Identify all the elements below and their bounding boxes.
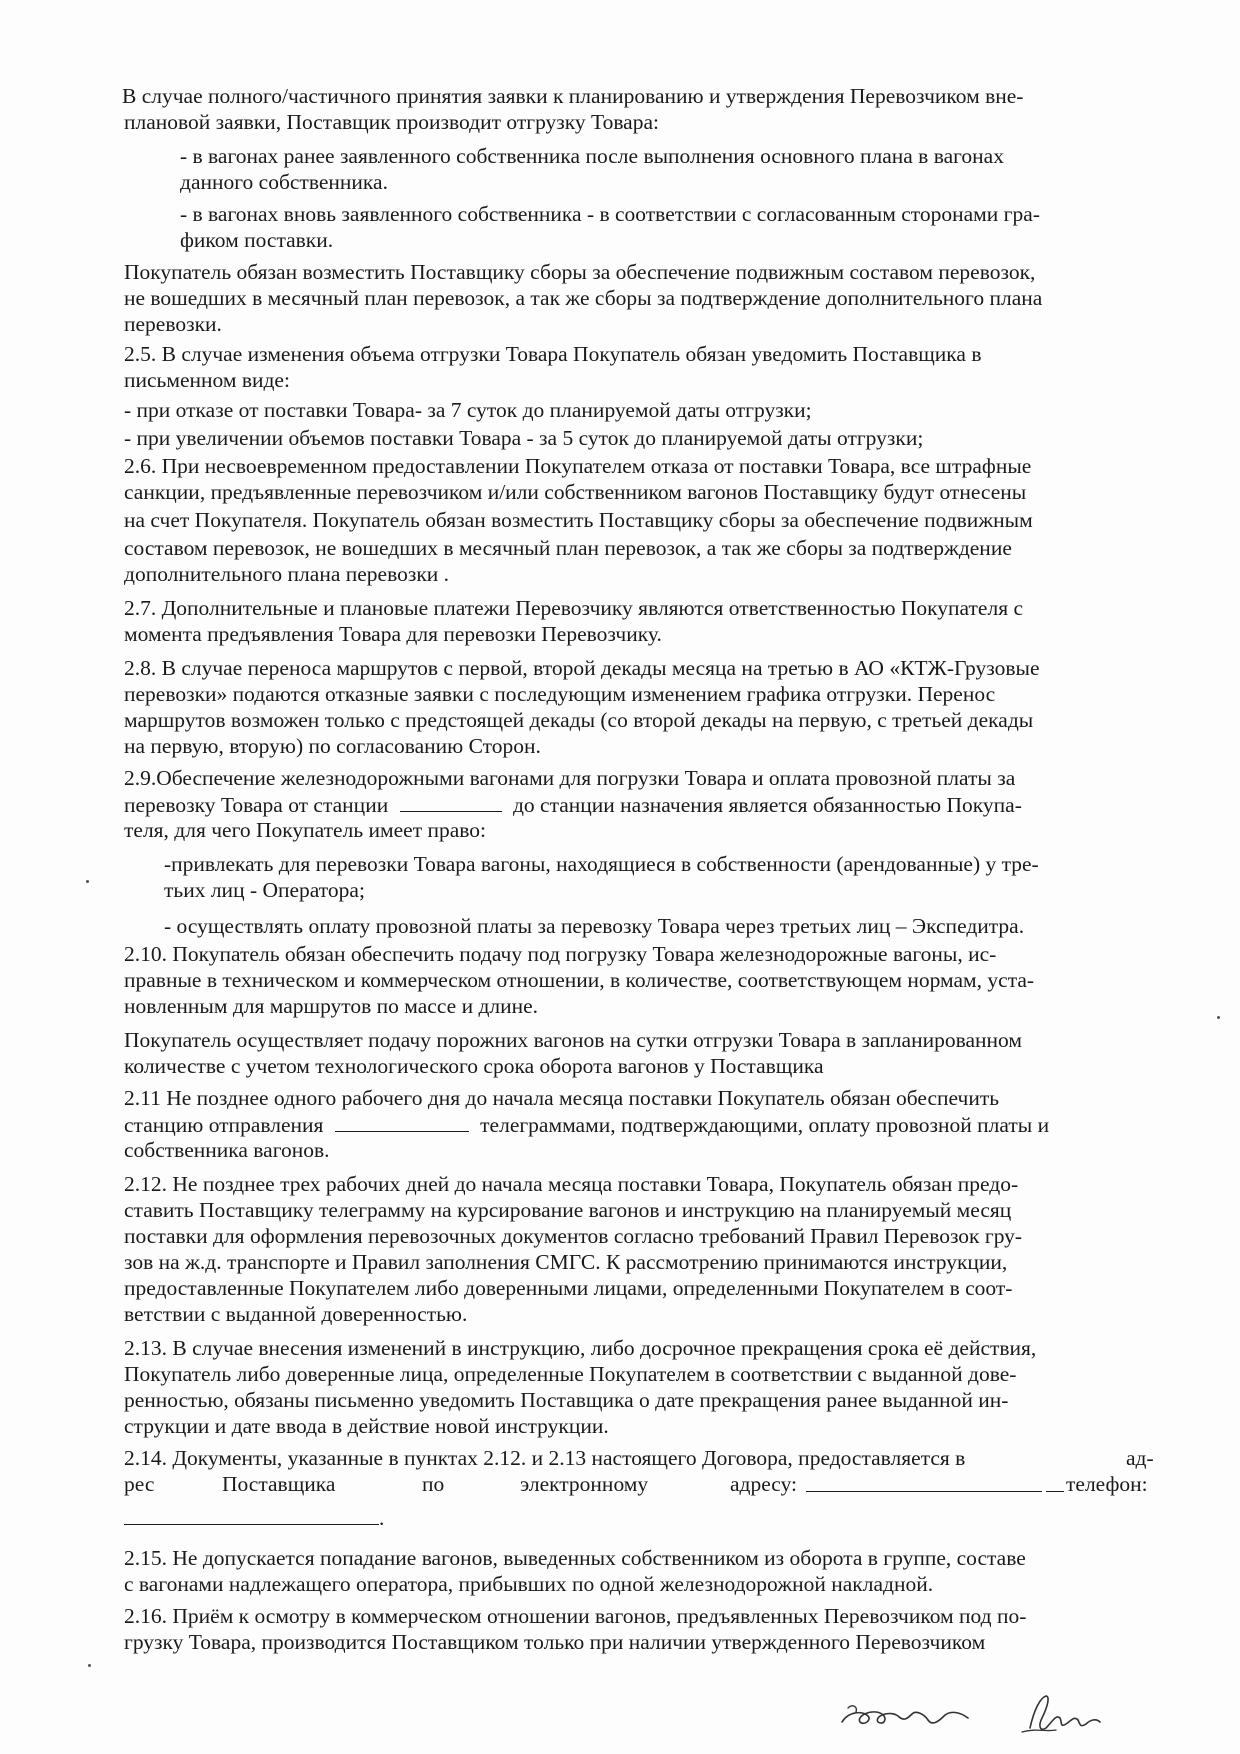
signature-initials-right [1016, 1688, 1116, 1740]
text-line: письменном виде: [124, 368, 290, 392]
blank-field-phone-prefix [1046, 1472, 1064, 1492]
blank-field-phone [124, 1524, 379, 1525]
text-line: 2.16. Приём к осмотру в коммерческом отношении вагонов, предъявленных Перевозчиком под по- [124, 1604, 1027, 1628]
text-line: Покупатель либо доверенные лица, определенные Покупателем в соответствии с выданной дове- [124, 1362, 1017, 1386]
text-line: 2.12. Не позднее трех рабочих дней до начала месяца поставки Товара, Покупатель обязан предо- [124, 1172, 1019, 1196]
text-line: - при отказе от поставки Товара- за 7 суток до планируемой даты отгрузки; [124, 398, 812, 422]
text-line: момента предъявления Товара для перевозки Перевозчику. [124, 622, 662, 646]
text-line: - осуществлять оплату провозной платы за перевозку Товара через третьих лиц – Экспедитра. [164, 914, 1025, 938]
text-line: грузку Товара, производится Поставщиком только при наличии утвержденного Перевозчиком [124, 1630, 986, 1654]
text-word: рес [124, 1472, 155, 1496]
text-line: с вагонами надлежащего оператора, прибывших по одной железнодорожной накладной. [124, 1572, 934, 1596]
text-line: данного собственника. [180, 170, 388, 194]
text-line: 2.8. В случае переноса маршрутов с первой, второй декады месяца на третью в АО «КТЖ-Грузовые [124, 656, 1040, 680]
text-word: электронному [520, 1472, 649, 1496]
text-line: фиком поставки. [180, 228, 334, 252]
text-line: ветствии с выданной доверенностью. [124, 1302, 468, 1326]
text-word: ад- [1126, 1446, 1154, 1470]
text-line: новленным для маршрутов по массе и длине. [124, 994, 539, 1018]
text-line: поставки для оформления перевозочных документов согласно требований Правил Перевозок гру- [124, 1224, 1023, 1248]
text-line: Покупатель обязан возместить Поставщику сборы за обеспечение подвижным составом перевозок, [124, 260, 1036, 284]
text-line: 2.5. В случае изменения объема отгрузки Товара Покупатель обязан уведомить Поставщика в [124, 342, 982, 366]
text-line: дополнительного плана перевозки . [124, 562, 450, 586]
text-line: ставить Поставщику телеграмму на курсирование вагонов и инструкцию на планируемый месяц [124, 1198, 1012, 1222]
text-line: правные в техническом и коммерческом отношении, в количестве, соответствующем нормам, уста- [124, 968, 1035, 992]
text-line: санкции, предъявленные перевозчиком и/или собственником вагонов Поставщику будут отнесены [124, 480, 1027, 504]
text-word: телефон: [1066, 1472, 1148, 1496]
text-line: 2.7. Дополнительные и плановые платежи Перевозчику являются ответственностью Покупателя с [124, 596, 1024, 620]
blank-field-email [806, 1472, 1042, 1492]
text-line: Покупатель осуществляет подачу порожних вагонов на сутки отгрузки Товара в запланированном [124, 1028, 1022, 1052]
text-segment: перевозку Товара от станции [124, 793, 389, 817]
text-line: перевозки. [124, 312, 222, 336]
text-line: тьих лиц - Оператора; [164, 878, 365, 902]
text-line: 2.14. Документы, указанные в пунктах 2.12. и 2.13 настоящего Договора, предоставляется в [124, 1446, 966, 1470]
text-line: - в вагонах вновь заявленного собственника - в соответствии с согласованным сторонами гра- [180, 202, 1040, 226]
blank-field-departure-station [335, 1112, 469, 1132]
text-word: Поставщика [222, 1472, 336, 1496]
text-line: зов на ж.д. транспорте и Правил заполнения СМГС. К рассмотрению принимаются инструкции, [124, 1250, 1008, 1274]
text-line: струкции и дате ввода в действие новой инструкции. [124, 1414, 609, 1438]
text-line: 2.10. Покупатель обязан обеспечить подачу под погрузку Товара железнодорожные вагоны, ис- [124, 942, 997, 966]
text-line: составом перевозок, не вошедших в месячный план перевозок, а так же сборы за подтверждение [124, 536, 1012, 560]
text-line [124, 1112, 1049, 1138]
text-segment: до станции назначения является обязанностью Покупа- [512, 793, 1022, 817]
text-line [124, 792, 1022, 818]
text-line: 2.13. В случае внесения изменений в инструкцию, либо досрочное прекращения срока её действия, [124, 1336, 1037, 1360]
scan-speck [88, 1664, 91, 1667]
text-line: на первую, вторую) по согласованию Сторон. [124, 734, 541, 758]
text-line: предоставленные Покупателем либо доверенными лицами, определенными Покупателем в соот- [124, 1276, 1013, 1300]
text-line: 2.15. Не допускается попадание вагонов, выведенных собственником из оборота в группе, составе [124, 1546, 1026, 1570]
text-line: -привлекать для перевозки Товара вагоны, находящиеся в собственности (арендованные) у тре- [164, 852, 1039, 876]
text-segment: станцию отправления [124, 1113, 324, 1137]
text-line: перевозки» подаются отказные заявки с последующим изменением графика отгрузки. Перенос [124, 682, 996, 706]
blank-field-station [400, 792, 502, 812]
text-line: - в вагонах ранее заявленного собственника после выполнения основного плана в вагонах [180, 144, 1004, 168]
signature-initials-left [838, 1696, 978, 1740]
text-line: В случае полного/частичного принятия заявки к планированию и утверждения Перевозчиком вне- [122, 84, 1024, 108]
text-line: теля, для чего Покупатель имеет право: [124, 818, 487, 842]
scan-speck [1217, 1016, 1220, 1019]
text-line: 2.11 Не позднее одного рабочего дня до начала месяца поставки Покупатель обязан обеспечить [124, 1086, 1000, 1110]
scan-speck [86, 880, 89, 883]
text-word: . [379, 1506, 385, 1530]
text-line: ренностью, обязаны письменно уведомить Поставщика о дате прекращения ранее выданной ин- [124, 1388, 1009, 1412]
text-line: не вошедших в месячный план перевозок, а так же сборы за подтверждение дополнительного плана [124, 286, 1043, 310]
text-line: количестве с учетом технологического срока оборота вагонов у Поставщика [124, 1054, 824, 1078]
text-line: на счет Покупателя. Покупатель обязан возместить Поставщику сборы за обеспечение подвижным [124, 508, 1033, 532]
text-word: по [422, 1472, 445, 1496]
text-segment: телеграммами, подтверждающими, оплату провозной платы и [480, 1113, 1050, 1137]
text-word: адресу: [730, 1472, 798, 1496]
text-line: 2.6. При несвоевременном предоставлении Покупателем отказа от поставки Товара, все штрафные [124, 454, 1032, 478]
text-line: маршрутов возможен только с предстоящей декады (со второй декады на первую, с третьей декады [124, 708, 1034, 732]
text-line: 2.9.Обеспечение железнодорожными вагонами для погрузки Товара и оплата провозной платы за [124, 766, 1016, 790]
text-line: плановой заявки, Поставщик производит отгрузку Товара: [124, 110, 659, 134]
text-line: собственника вагонов. [124, 1138, 330, 1162]
text-line: - при увеличении объемов поставки Товара - за 5 суток до планируемой даты отгрузки; [124, 426, 924, 450]
